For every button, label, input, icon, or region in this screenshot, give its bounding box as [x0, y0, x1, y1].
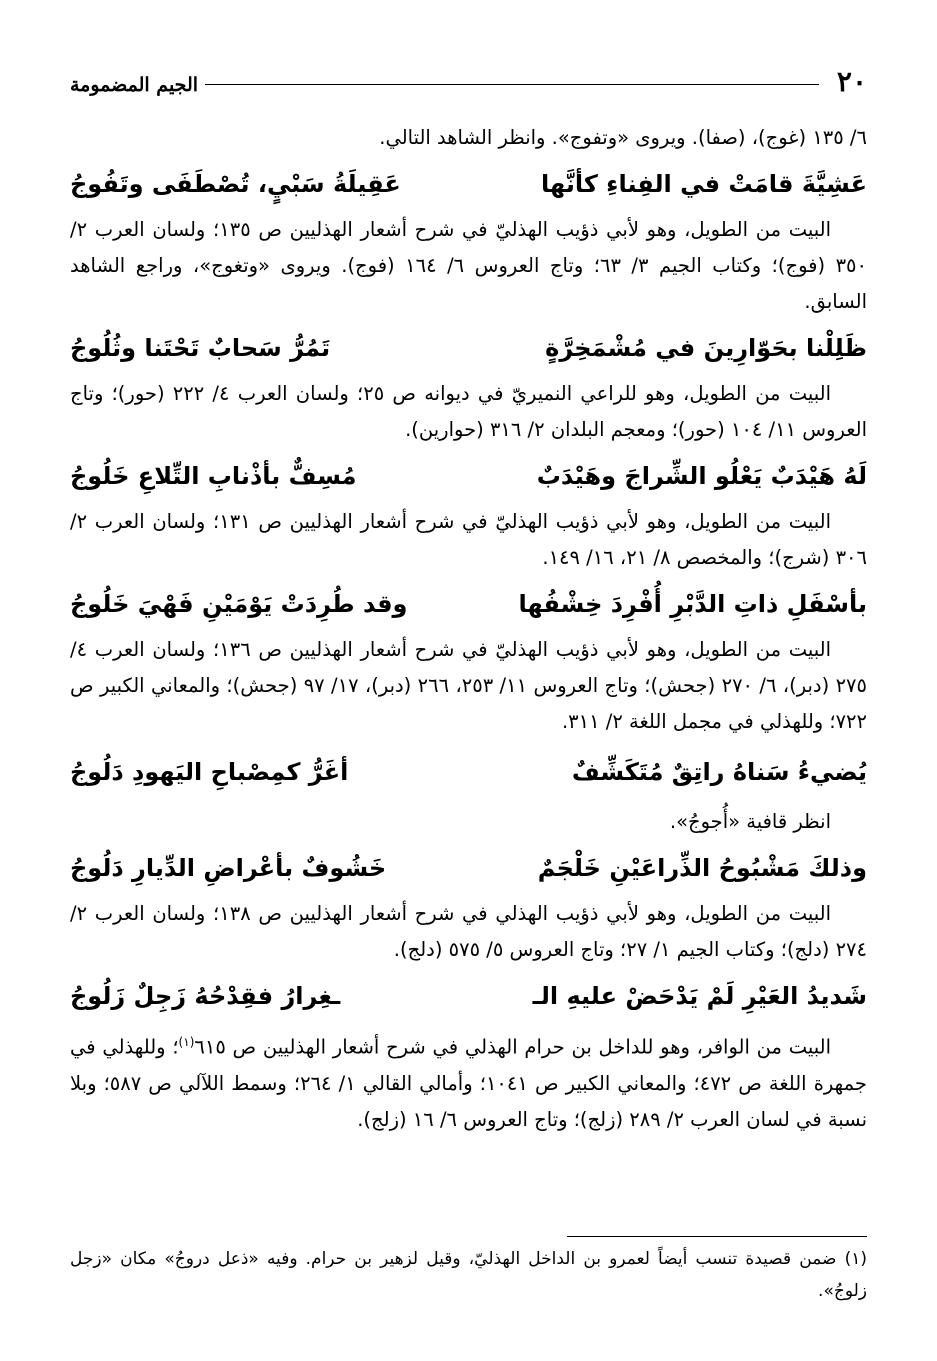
verse-sadr: ظَلِلْنا بحَوّارِينَ في مُشْمَخِرَّةٍ [545, 334, 867, 362]
verse-ajuz: خَشُوفٌ بأعْراضِ الدِّيارِ دَلُوجُ [70, 854, 387, 882]
verse-line [70, 740, 867, 804]
verse-sadr: لَهُ هَيْدَبٌ يَعْلُو الشِّراجَ وهَيْدَبٌ [536, 462, 867, 490]
verse-sadr: عَشِيَّةَ قامَتْ في الفِناءِ كأنَّها [540, 170, 867, 198]
verse-sadr: وذلكَ مَشْبُوحُ الذِّراعَيْنِ خَلْجَمٌ [537, 854, 867, 882]
verse-ajuz: أغَرُّ كمِصْباحِ اليَهودِ دَلُوجُ [70, 758, 349, 786]
verse-sadr: يُضيءُ سَناهُ راتِقٌ مُتَكَشِّفٌ [571, 758, 867, 786]
page-number: ٢٠ [836, 65, 867, 98]
verse-ajuz: مُسِفٌّ بأذْنابِ التِّلاعِ خَلُوجُ [70, 462, 357, 490]
verse-line [70, 840, 867, 896]
citation-paragraph: البيت من الطويل، وهو للراعي النميريّ في ديوانه ص ٢٥؛ ولسان العرب ٤/ ٢٢٢ (حور)؛ وتاج العروس ١١/ ١٠٤ (حور)؛ ومعجم البلدان ٢/ ٣١٦ (حوارين). [70, 382, 867, 441]
verse-line [70, 968, 867, 1024]
citation-paragraph: البيت من الطويل، وهو لأبي ذؤيب الهذليّ في شرح أشعار الهذليين ص ١٣٦؛ ولسان العرب ٤/ ٢٧٥ (دبر)، ٦/ ٢٧٠ (جحش)؛ وتاج العروس ١١/ ٢٥٣، ٢٦٦ (دبر)، ١٧/ ٩٧ (جحش)؛ والمعاني الكبير ص ٧٢٢؛ وللهذلي في مجمل اللغة ٢/ ٣١١. [70, 638, 867, 733]
verse-line [70, 576, 867, 632]
citation-paragraph: البيت من الطويل، وهو لأبي ذؤيب الهذلي في شرح أشعار الهذليين ص ١٣٨؛ ولسان العرب ٢/ ٢٧٤ (دلج)؛ وكتاب الجيم ١/ ٢٧؛ وتاج العروس ٥/ ٥٧٥ (دلج). [70, 902, 867, 961]
verse-ajuz: ـغِرارُ فقِدْحُهُ زَجِلٌ زَلُوجُ [70, 982, 341, 1010]
verse-sadr: بأسْفَلِ ذاتِ الدَّبْرِ أُفْرِدَ خِشْفُها [518, 590, 867, 618]
verse-line [70, 448, 867, 504]
verse-line [70, 156, 867, 212]
verse-ajuz: تَمُرُّ سَحابٌ تَحْتَنا وثُلُوجُ [70, 334, 331, 362]
footnote: (١) ضمن قصيدة تنسب أيضاً لعمرو بن الداخل الهذليّ، وقيل لزهير بن حرام. وفيه «ذعل دروجُ» مكان «زجل زلوجُ». [70, 1249, 867, 1301]
verse-line [70, 320, 867, 376]
citation-paragraph: البيت من الطويل، وهو لأبي ذؤيب الهذليّ في شرح أشعار الهذليين ص ١٣٥؛ ولسان العرب ٢/ ٣٥٠ (فوج)؛ وكتاب الجيم ٣/ ٦٣؛ وتاج العروس ٦/ ١٦٤ (فوج). ويروى «وتغوج»، وراجع الشاهد السابق. [70, 218, 867, 313]
footnote-marker: (١) [178, 1035, 195, 1049]
citation-paragraph [70, 1024, 867, 1138]
citation-text: البيت من الوافر، وهو للداخل بن حرام الهذلي في شرح أشعار الهذليين ص ٦١٥ [194, 1035, 831, 1059]
citation-paragraph: البيت من الطويل، وهو لأبي ذؤيب الهذليّ في شرح أشعار الهذليين ص ١٣١؛ ولسان العرب ٢/ ٣٠٦ (شرج)؛ والمخصص ٨/ ٢١، ١٦/ ١٤٩. [70, 510, 867, 569]
page-body [70, 120, 867, 1138]
page-header [70, 62, 867, 102]
verse-sadr: شَديدُ العَيْرِ لَمْ يَدْحَضْ عليهِ الـ [532, 982, 867, 1010]
verse-ajuz: وقد طُرِدَتْ يَوْمَيْنِ فَهْيَ خَلُوجُ [70, 590, 408, 618]
paragraph: ٦/ ١٣٥ (غوج)، (صفا). ويروى «وتفوج». وانظر الشاهد التالي. [379, 126, 867, 149]
verse-ajuz: عَقِيلَةُ سَبْيٍ، تُصْطَفَى وتَفُوجُ [70, 170, 401, 198]
cross-reference: انظر قافية «أُجوجُ». [669, 810, 831, 833]
citation-text-tail: ؛ وللهذلي في جمهرة اللغة ص ٤٧٢؛ والمعاني الكبير ص ١٠٤١؛ وأمالي القالي ١/ ٢٦٤؛ وسمط اللآلي ص ٥٨٧؛ وبلا نسبة في لسان العرب ٢/ ٢٨٩ (زلج)؛ وتاج العروس ٦/ ١٦ (زلج). [70, 1035, 867, 1131]
header-rule [205, 84, 819, 85]
footnote-rule [567, 1236, 867, 1237]
running-head: الجيم المضمومة [70, 74, 199, 96]
